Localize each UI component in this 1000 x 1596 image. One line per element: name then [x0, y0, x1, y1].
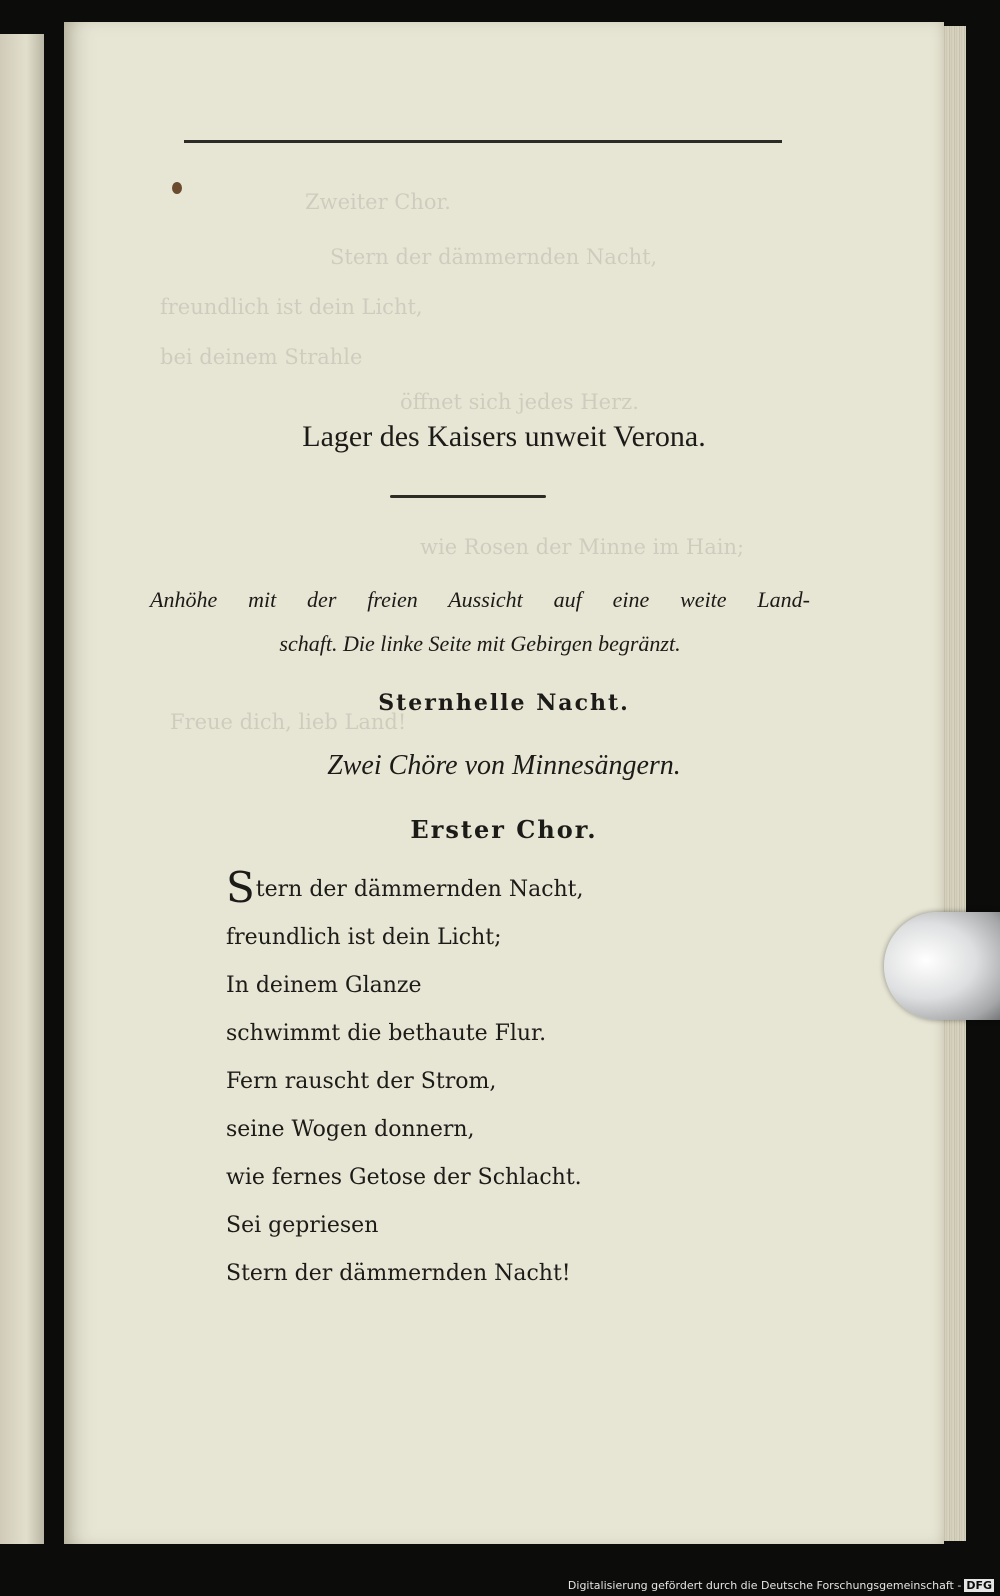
poem-line: seine Wogen donnern,: [226, 1117, 475, 1142]
title-divider: [390, 495, 546, 498]
poem-line: freundlich ist dein Licht;: [226, 925, 502, 950]
poem-line: Stern der dämmernden Nacht!: [226, 1261, 571, 1286]
poem-line: wie fernes Getose der Schlacht.: [226, 1165, 582, 1190]
scene-title: Lager des Kaisers unweit Verona.: [302, 420, 706, 453]
poem-line: Sei gepriesen: [226, 1213, 379, 1238]
top-rule: [184, 140, 782, 143]
chorus-heading: Erster Chor.: [410, 815, 598, 844]
bleed-through-text: wie Rosen der Minne im Hain;: [420, 535, 745, 559]
bleed-through-text: öffnet sich jedes Herz.: [400, 390, 639, 414]
bleed-through-text: Freue dich, lieb Land!: [170, 710, 407, 734]
poem: [226, 863, 584, 1298]
page-clip: [884, 912, 1000, 1020]
characters-line: Zwei Chöre von Minnesängern.: [327, 750, 681, 781]
bleed-through-text: bei deinem Strahle: [160, 345, 363, 369]
ink-stain: [172, 182, 182, 194]
poem-line: Fern rauscht der Strom,: [226, 1069, 497, 1094]
bleed-through-text: freundlich ist dein Licht,: [160, 295, 423, 319]
stage-direction-line-1: Anhöhe mit der freien Aussicht auf eine weite Land-: [150, 587, 810, 612]
time-of-day: Sternhelle Nacht.: [378, 690, 630, 716]
drop-cap: S: [226, 863, 255, 912]
poem-line: schwimmt die bethaute Flur.: [226, 1021, 547, 1046]
poem-line: In deinem Glanze: [226, 973, 422, 998]
bleed-through-text: Stern der dämmernden Nacht,: [330, 245, 658, 269]
footer-text: Digitalisierung gefördert durch die Deutsche Forschungsgemeinschaft -: [567, 1579, 962, 1592]
stage-direction: [150, 578, 810, 666]
bleed-through-text: Zweiter Chor.: [305, 190, 451, 214]
poem-line-text: tern der dämmernden Nacht,: [255, 877, 584, 902]
poem-line: [226, 863, 584, 914]
dfg-logo: DFG: [966, 1579, 992, 1592]
footer: [568, 1579, 994, 1592]
stage-direction-line-2: schaft. Die linke Seite mit Gebirgen begränzt.: [279, 631, 681, 656]
left-page-edge: [0, 34, 44, 1544]
